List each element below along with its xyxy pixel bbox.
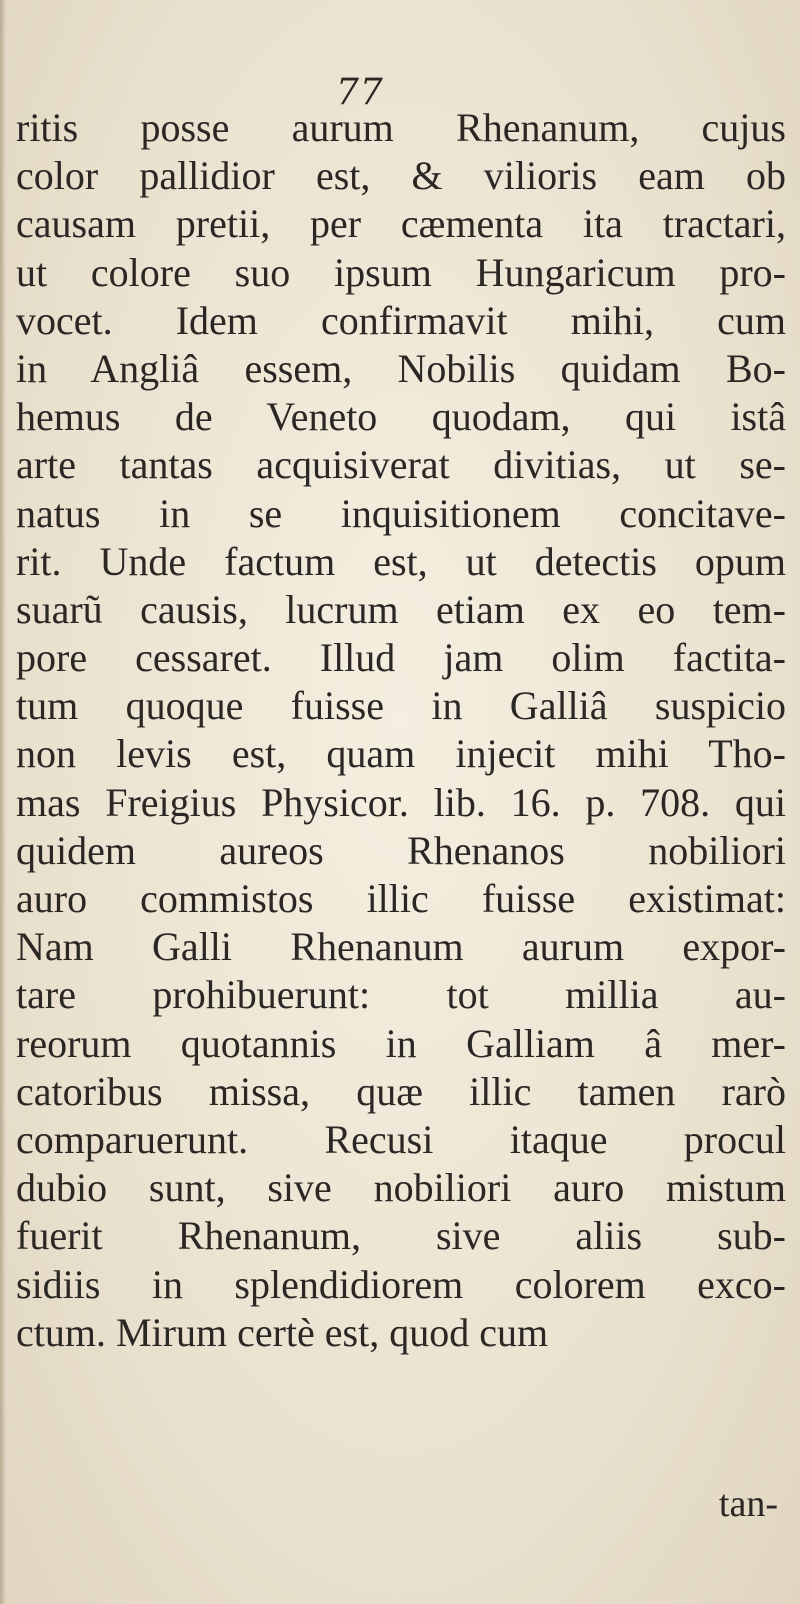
- text-line: in Angliâ essem, Nobilis quidam Bo-: [16, 345, 786, 391]
- text-line: natus in se inquisitionem concitave-: [16, 490, 786, 536]
- text-line: causam pretii, per cæmenta ita tractari,: [16, 201, 786, 247]
- text-line: comparuerunt. Recusi itaque procul: [16, 1116, 786, 1162]
- text-line: ritis posse aurum Rhenanum, cujus: [16, 105, 786, 150]
- text-line: ctum. Mirum certè est, quod cum: [16, 1309, 549, 1355]
- body-text: [16, 104, 786, 1357]
- text-line: auro commistos illic fuisse existimat:: [16, 876, 786, 921]
- page-number: 77: [336, 72, 384, 113]
- text-line: sidiis in splendidiorem colorem exco-: [16, 1261, 786, 1307]
- catchword: tan-: [718, 1483, 778, 1525]
- text-line: hemus de Veneto quodam, qui istâ: [16, 394, 786, 440]
- text-line: Nam Galli Rhenanum aurum expor-: [16, 924, 786, 970]
- text-line: ut colore suo ipsum Hungaricum pro-: [16, 249, 786, 295]
- text-line: tare prohibuerunt: tot millia au-: [16, 972, 786, 1018]
- text-line: suarũ causis, lucrum etiam ex eo tem-: [16, 586, 786, 632]
- text-line: arte tantas acquisiverat divitias, ut se-: [16, 442, 786, 488]
- text-line: rit. Unde factum est, ut detectis opum: [16, 538, 786, 584]
- text-line: catoribus missa, quæ illic tamen rarò: [16, 1068, 786, 1114]
- text-line: non levis est, quam injecit mihi Tho-: [16, 731, 786, 777]
- text-line: reorum quotannis in Galliam â mer-: [16, 1020, 786, 1066]
- text-line: pore cessaret. Illud jam olim factita-: [16, 635, 786, 681]
- text-line: fuerit Rhenanum, sive aliis sub-: [16, 1213, 786, 1259]
- page-edge-shadow: [0, 0, 6, 1604]
- text-line: color pallidior est, & vilioris eam ob: [16, 153, 786, 199]
- text-line: vocet. Idem confirmavit mihi, cum: [16, 297, 786, 343]
- text-line: mas Freigius Physicor. lib. 16. p. 708. qui: [16, 779, 786, 825]
- text-line: tum quoque fuisse in Galliâ suspicio: [16, 683, 786, 729]
- text-line: dubio sunt, sive nobiliori auro mistum: [16, 1165, 786, 1211]
- text-line: quidem aureos Rhenanos nobiliori: [16, 827, 786, 873]
